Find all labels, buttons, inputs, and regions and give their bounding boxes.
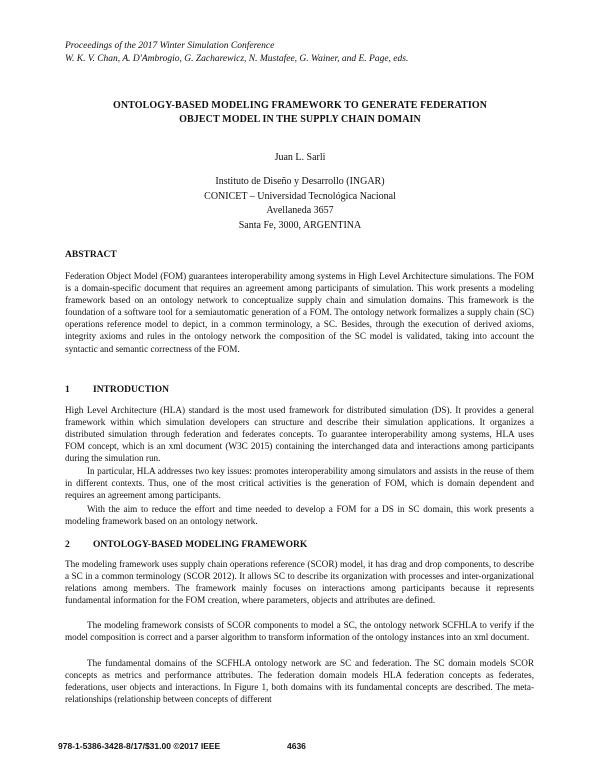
abstract-text: Federation Object Model (FOM) guarantees interoperability among systems in High Level Architecture simulations. The FOM is a domain-specific document that requires an agreement among participants of simulation. This work presents a modeling framework based on an ontology network to conceptualize supply chain and simulation domains. This framework is the foundation of a software tool for a semiautomatic generation of a FOM. The ontology network formalizes a supply chain (SC) operations reference model to depict, in a common terminology, a SC. Besides, through the execution of derived axioms, integrity axioms and rules in the ontology network the composition of the SC model is validated, taking into account the syntactic and semantic correctness of the FOM. (65, 271, 534, 354)
section-title: INTRODUCTION (93, 385, 170, 395)
author-name: Juan L. Sarli (274, 152, 326, 163)
affiliation-line: Santa Fe, 3000, ARGENTINA (238, 219, 362, 231)
intro-paragraph-3: With the aim to reduce the effort and time needed to develop a FOM for a DS in SC domain, this work presents a modeling framework based on an ontology network. (65, 504, 534, 527)
intro-paragraph-2: In particular, HLA addresses two key issues: promotes interoperability among simulators and assists in the reuse of them in different contexts. Thus, one of the most critical activities is the generation of FOM, which is domain dependent and requires an agreement among participants. (65, 466, 534, 501)
section-number: 2 (65, 540, 70, 550)
section-title: ONTOLOGY-BASED MODELING FRAMEWORK (93, 540, 308, 550)
intro-paragraph-1: High Level Architecture (HLA) standard is the most used framework for distributed simulation (DS). It provides a general framework within which simulation developers can structure and describe their simulation applications. It organizes a distributed simulation through federation and federates concepts. To guarantee interoperability among systems, HLA uses FOM concept, which is an xml document (W3C 2015) containing the interchanged data and interactions among participants during the simulation run. (65, 405, 534, 464)
page-number: 4636 (287, 741, 306, 751)
title-line-2: OBJECT MODEL IN THE SUPPLY CHAIN DOMAIN (179, 114, 421, 125)
proceedings-line: Proceedings of the 2017 Winter Simulation Conference (65, 41, 275, 51)
author-affiliation (0, 175, 600, 233)
section-1-heading (65, 385, 169, 395)
paper-title (60, 99, 540, 127)
affiliation-line: Instituto de Diseño y Desarrollo (INGAR) (215, 176, 385, 187)
framework-paragraph-3: The fundamental domains of the SCFHLA ontology network are SC and federation. The SC domain models SCOR concepts as metrics and performance attributes. The federation domain models HLA federation concepts as federates, federations, user objects and interactions. In Figure 1, both domains with its fundamental concepts are described. The meta-relationships (relationship between concepts of different (65, 658, 534, 705)
affiliation-line: Avellaneda 3657 (266, 205, 334, 216)
affiliation-line: CONICET – Universidad Tecnológica Nacional (204, 190, 396, 202)
framework-paragraph-1: The modeling framework uses supply chain operations reference (SCOR) model, it has drag and drop components, to describe a SC in a common terminology (SCOR 2012). It allows SC to describe its organization with processes and inter-organizational relations among members. The framework mainly focuses on interactions among participants because it represents fundamental information for the FOM creation, where parameters, objects and attributes are defined. (65, 559, 534, 606)
section-2-heading (65, 540, 307, 550)
abstract-heading: ABSTRACT (65, 250, 117, 260)
editors-line: W. K. V. Chan, A. D'Ambrogio, G. Zacharewicz, N. Mustafee, G. Wainer, and E. Page, eds. (65, 54, 409, 64)
title-line-1: ONTOLOGY-BASED MODELING FRAMEWORK TO GENERATE FEDERATION (112, 100, 488, 111)
framework-paragraph-2: The modeling framework consists of SCOR components to model a SC, the ontology network SCFHLA to verify if the model composition is correct and a parser algorithm to transform information of the ontology instances into an xml document. (65, 620, 534, 643)
footer-isbn: 978-1-5386-3428-8/17/$31.00 ©2017 IEEE (58, 741, 221, 751)
section-number: 1 (65, 385, 70, 395)
proceedings-header (65, 40, 545, 66)
